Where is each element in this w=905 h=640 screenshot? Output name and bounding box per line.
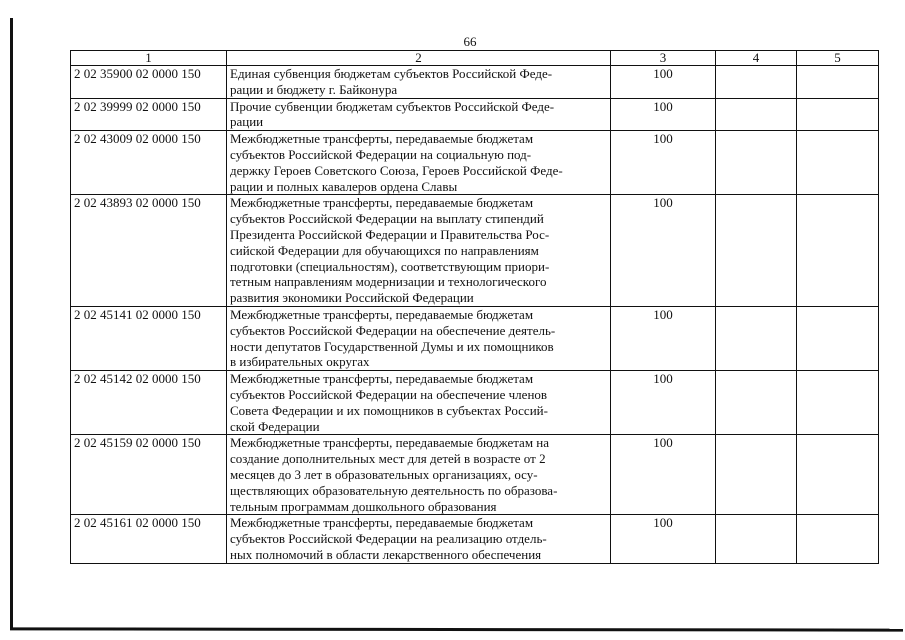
table-row: [71, 131, 879, 195]
amount-cell: 100: [611, 371, 716, 435]
empty-cell-col4: [716, 131, 797, 195]
revenue-name-line: Межбюджетные трансферты, передаваемые бюджетам: [230, 371, 534, 387]
revenue-name-line: сийской Федерации для обучающихся по направлениям: [230, 242, 539, 258]
revenue-code-cell: 2 02 35900 02 0000 150: [71, 66, 227, 99]
empty-cell-col4: [716, 306, 797, 370]
revenue-name-line: субъектов Российской Федерации на социальную под-: [230, 146, 532, 162]
revenue-name-line: месяцев до 3 лет в образовательных организациях, осу-: [230, 466, 538, 482]
revenue-name-cell: [227, 195, 611, 307]
empty-cell-col5: [797, 435, 879, 515]
revenue-name-cell: [227, 131, 611, 195]
revenue-name-line: Совета Федерации и их помощников в субъектах Россий-: [230, 402, 548, 418]
revenue-name-line: тельным программам дошкольного образования: [230, 498, 497, 514]
empty-cell-col5: [797, 98, 879, 131]
empty-cell-col4: [716, 435, 797, 515]
amount-cell: 100: [611, 515, 716, 563]
revenue-name-line: субъектов Российской Федерации на реализацию отдель-: [230, 531, 547, 547]
page-number: 66: [463, 34, 477, 49]
empty-cell-col5: [797, 131, 879, 195]
revenue-name-line: создание дополнительных мест для детей в возрасте от 2: [230, 451, 546, 467]
revenue-name-line: развития экономики Российской Федерации: [230, 290, 474, 306]
empty-cell-col5: [797, 371, 879, 435]
empty-cell-col4: [716, 66, 797, 99]
empty-cell-col4: [716, 98, 797, 131]
empty-cell-col5: [797, 515, 879, 563]
revenue-name-line: субъектов Российской Федерации на выплату стипендий: [230, 211, 544, 227]
revenue-name-line: рации: [230, 114, 264, 130]
table-row: [71, 306, 879, 370]
amount-cell: 100: [611, 98, 716, 131]
table-row: [71, 98, 879, 131]
revenue-name-line: Президента Российской Федерации и Правительства Рос-: [230, 226, 550, 242]
column-header-3: 3: [611, 51, 716, 66]
table-row: [71, 371, 879, 435]
revenue-name-line: в избирательных округах: [230, 354, 370, 370]
amount-cell: 100: [611, 66, 716, 99]
table-row: [71, 435, 879, 515]
amount-cell: 100: [611, 195, 716, 307]
revenue-code-cell: 2 02 45159 02 0000 150: [71, 435, 227, 515]
column-header-5: 5: [797, 51, 879, 66]
revenue-name-line: рации и полных кавалеров ордена Славы: [230, 178, 458, 194]
revenue-name-line: ных полномочий в области лекарственного обеспечения: [230, 546, 542, 562]
revenue-name-line: субъектов Российской Федерации на обеспечение членов: [230, 386, 548, 402]
revenue-name-cell: [227, 98, 611, 131]
revenue-name-line: тетным направлениям модернизации и технологического: [230, 274, 547, 290]
revenue-name-cell: [227, 66, 611, 99]
revenue-name-line: ществляющих образовательную деятельность по образова-: [230, 482, 558, 498]
revenue-name-line: подготовки (специальностям), соответствующим приори-: [230, 258, 550, 274]
revenue-name-cell: [227, 515, 611, 563]
scan-border-left: [10, 18, 13, 630]
revenue-code-cell: 2 02 45161 02 0000 150: [71, 515, 227, 563]
revenue-code-cell: 2 02 39999 02 0000 150: [71, 98, 227, 131]
revenue-name-line: Межбюджетные трансферты, передаваемые бюджетам: [230, 195, 534, 211]
scan-border-bottom: [10, 627, 903, 631]
revenue-name-line: ности депутатов Государственной Думы и их помощников: [230, 338, 554, 354]
empty-cell-col4: [716, 195, 797, 307]
table-row: [71, 515, 879, 563]
table-row: [71, 195, 879, 307]
amount-cell: 100: [611, 131, 716, 195]
revenue-name-line: Межбюджетные трансферты, передаваемые бюджетам: [230, 306, 534, 322]
column-header-1: 1: [71, 51, 227, 66]
revenue-name-cell: [227, 435, 611, 515]
revenue-name-line: Прочие субвенции бюджетам субъектов Российской Феде-: [230, 98, 555, 114]
revenue-code-cell: 2 02 45141 02 0000 150: [71, 306, 227, 370]
revenue-name-line: держку Героев Советского Союза, Героев Российской Феде-: [230, 162, 563, 178]
revenue-code-cell: 2 02 45142 02 0000 150: [71, 371, 227, 435]
budget-table: [70, 50, 879, 564]
revenue-name-cell: [227, 371, 611, 435]
revenue-name-line: Межбюджетные трансферты, передаваемые бюджетам: [230, 515, 534, 531]
empty-cell-col5: [797, 66, 879, 99]
revenue-name-line: Межбюджетные трансферты, передаваемые бюджетам: [230, 131, 534, 147]
revenue-name-line: Единая субвенция бюджетам субъектов Российской Феде-: [230, 66, 553, 81]
revenue-name-line: субъектов Российской Федерации на обеспечение деятель-: [230, 322, 556, 338]
revenue-name-line: рации и бюджету г. Байконура: [230, 81, 398, 97]
amount-cell: 100: [611, 306, 716, 370]
empty-cell-col4: [716, 515, 797, 563]
header-row: [71, 51, 879, 66]
amount-cell: 100: [611, 435, 716, 515]
revenue-code-cell: 2 02 43009 02 0000 150: [71, 131, 227, 195]
column-header-2: 2: [227, 51, 611, 66]
column-header-4: 4: [716, 51, 797, 66]
revenue-code-cell: 2 02 43893 02 0000 150: [71, 195, 227, 307]
empty-cell-col5: [797, 195, 879, 307]
revenue-name-line: Межбюджетные трансферты, передаваемые бюджетам на: [230, 435, 550, 451]
table-row: [71, 66, 879, 99]
empty-cell-col5: [797, 306, 879, 370]
empty-cell-col4: [716, 371, 797, 435]
revenue-name-cell: [227, 306, 611, 370]
revenue-name-line: ской Федерации: [230, 418, 320, 434]
